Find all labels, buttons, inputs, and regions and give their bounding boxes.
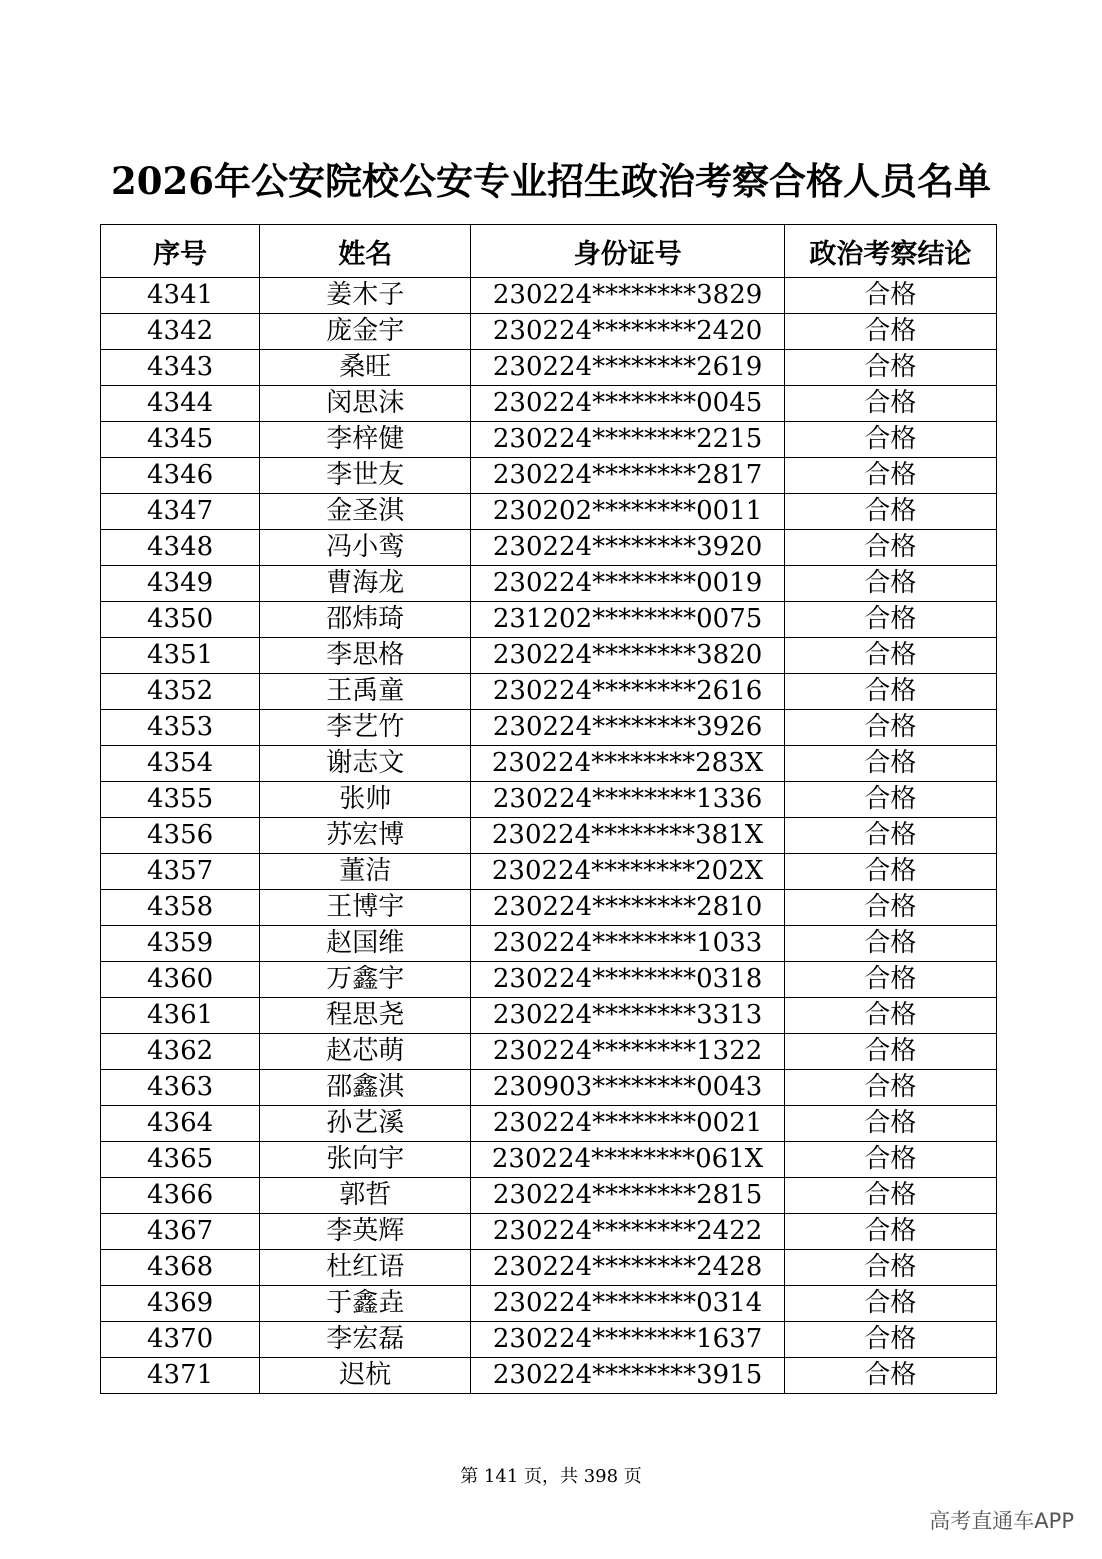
cell-seq: 4358 — [101, 890, 260, 926]
cell-name: 郭哲 — [260, 1178, 471, 1214]
cell-name: 赵芯萌 — [260, 1034, 471, 1070]
roster-table — [100, 224, 997, 1394]
cell-result: 合格 — [784, 458, 996, 494]
cell-id-number: 230224********2616 — [471, 674, 784, 710]
table-row — [101, 638, 997, 674]
cell-seq: 4357 — [101, 854, 260, 890]
cell-name: 王禹童 — [260, 674, 471, 710]
header-id: 身份证号 — [471, 225, 784, 278]
cell-result: 合格 — [784, 602, 996, 638]
table-row — [101, 1358, 997, 1394]
cell-id-number: 230224********3829 — [471, 278, 784, 314]
table-row — [101, 782, 997, 818]
table-row — [101, 1142, 997, 1178]
table-row — [101, 962, 997, 998]
cell-seq: 4353 — [101, 710, 260, 746]
cell-name: 万鑫宇 — [260, 962, 471, 998]
table-row — [101, 674, 997, 710]
cell-result: 合格 — [784, 962, 996, 998]
table-row — [101, 746, 997, 782]
cell-seq: 4347 — [101, 494, 260, 530]
cell-id-number: 230224********2810 — [471, 890, 784, 926]
cell-name: 李思格 — [260, 638, 471, 674]
cell-seq: 4367 — [101, 1214, 260, 1250]
cell-result: 合格 — [784, 890, 996, 926]
table-row — [101, 1106, 997, 1142]
cell-result: 合格 — [784, 1286, 996, 1322]
cell-id-number: 230224********0045 — [471, 386, 784, 422]
cell-name: 李艺竹 — [260, 710, 471, 746]
cell-id-number: 230903********0043 — [471, 1070, 784, 1106]
cell-id-number: 230224********0019 — [471, 566, 784, 602]
cell-seq: 4343 — [101, 350, 260, 386]
table-row — [101, 1214, 997, 1250]
cell-id-number: 230224********2422 — [471, 1214, 784, 1250]
cell-name: 王博宇 — [260, 890, 471, 926]
table-row — [101, 494, 997, 530]
cell-id-number: 230224********3313 — [471, 998, 784, 1034]
table-row — [101, 818, 997, 854]
cell-name: 庞金宇 — [260, 314, 471, 350]
cell-name: 冯小鸾 — [260, 530, 471, 566]
cell-name: 邵炜琦 — [260, 602, 471, 638]
cell-seq: 4351 — [101, 638, 260, 674]
table-row — [101, 926, 997, 962]
cell-name: 金圣淇 — [260, 494, 471, 530]
cell-seq: 4355 — [101, 782, 260, 818]
cell-id-number: 230224********061X — [471, 1142, 784, 1178]
cell-name: 董洁 — [260, 854, 471, 890]
cell-seq: 4364 — [101, 1106, 260, 1142]
cell-result: 合格 — [784, 566, 996, 602]
cell-name: 于鑫垚 — [260, 1286, 471, 1322]
cell-seq: 4362 — [101, 1034, 260, 1070]
cell-name: 李宏磊 — [260, 1322, 471, 1358]
cell-name: 谢志文 — [260, 746, 471, 782]
table-row — [101, 350, 997, 386]
table-row — [101, 1250, 997, 1286]
cell-result: 合格 — [784, 530, 996, 566]
cell-id-number: 230202********0011 — [471, 494, 784, 530]
cell-result: 合格 — [784, 638, 996, 674]
header-result: 政治考察结论 — [784, 225, 996, 278]
header-seq: 序号 — [101, 225, 260, 278]
cell-id-number: 230224********0021 — [471, 1106, 784, 1142]
table-row — [101, 890, 997, 926]
cell-id-number: 230224********202X — [471, 854, 784, 890]
cell-seq: 4369 — [101, 1286, 260, 1322]
table-row — [101, 314, 997, 350]
cell-seq: 4350 — [101, 602, 260, 638]
table-row — [101, 854, 997, 890]
table-row — [101, 1034, 997, 1070]
table-row — [101, 422, 997, 458]
cell-result: 合格 — [784, 710, 996, 746]
cell-seq: 4368 — [101, 1250, 260, 1286]
cell-name: 杜红语 — [260, 1250, 471, 1286]
cell-id-number: 230224********1336 — [471, 782, 784, 818]
cell-id-number: 230224********1322 — [471, 1034, 784, 1070]
cell-seq: 4348 — [101, 530, 260, 566]
cell-name: 姜木子 — [260, 278, 471, 314]
table-row — [101, 998, 997, 1034]
cell-result: 合格 — [784, 314, 996, 350]
table-header-row — [101, 225, 997, 278]
cell-result: 合格 — [784, 854, 996, 890]
cell-id-number: 230224********2420 — [471, 314, 784, 350]
cell-seq: 4356 — [101, 818, 260, 854]
cell-result: 合格 — [784, 926, 996, 962]
cell-name: 李梓健 — [260, 422, 471, 458]
cell-result: 合格 — [784, 998, 996, 1034]
cell-seq: 4346 — [101, 458, 260, 494]
cell-id-number: 231202********0075 — [471, 602, 784, 638]
cell-name: 李世友 — [260, 458, 471, 494]
cell-result: 合格 — [784, 494, 996, 530]
table-row — [101, 1322, 997, 1358]
cell-result: 合格 — [784, 1142, 996, 1178]
cell-seq: 4349 — [101, 566, 260, 602]
table-row — [101, 602, 997, 638]
cell-result: 合格 — [784, 1034, 996, 1070]
cell-result: 合格 — [784, 1106, 996, 1142]
watermark-text: 高考直通车APP — [929, 1509, 1074, 1533]
table-row — [101, 710, 997, 746]
cell-seq: 4354 — [101, 746, 260, 782]
cell-seq: 4345 — [101, 422, 260, 458]
page-number: 第 141 页，共 398 页 — [460, 1466, 642, 1487]
table-row — [101, 1286, 997, 1322]
cell-name: 曹海龙 — [260, 566, 471, 602]
table-row — [101, 1070, 997, 1106]
cell-name: 孙艺溪 — [260, 1106, 471, 1142]
cell-id-number: 230224********2619 — [471, 350, 784, 386]
cell-id-number: 230224********0314 — [471, 1286, 784, 1322]
table-row — [101, 278, 997, 314]
cell-id-number: 230224********2428 — [471, 1250, 784, 1286]
page-title: 2026年公安院校公安专业招生政治考察合格人员名单 — [111, 159, 991, 203]
cell-id-number: 230224********3920 — [471, 530, 784, 566]
cell-name: 闵思沫 — [260, 386, 471, 422]
cell-result: 合格 — [784, 818, 996, 854]
cell-seq: 4365 — [101, 1142, 260, 1178]
cell-name: 程思尧 — [260, 998, 471, 1034]
cell-result: 合格 — [784, 1214, 996, 1250]
header-name: 姓名 — [260, 225, 471, 278]
cell-result: 合格 — [784, 1178, 996, 1214]
table-body — [101, 278, 997, 1394]
cell-id-number: 230224********3915 — [471, 1358, 784, 1394]
cell-result: 合格 — [784, 674, 996, 710]
cell-name: 苏宏博 — [260, 818, 471, 854]
cell-seq: 4341 — [101, 278, 260, 314]
cell-id-number: 230224********3820 — [471, 638, 784, 674]
cell-result: 合格 — [784, 422, 996, 458]
cell-id-number: 230224********283X — [471, 746, 784, 782]
cell-seq: 4342 — [101, 314, 260, 350]
cell-name: 赵国维 — [260, 926, 471, 962]
cell-result: 合格 — [784, 1358, 996, 1394]
cell-result: 合格 — [784, 1070, 996, 1106]
cell-seq: 4370 — [101, 1322, 260, 1358]
cell-seq: 4371 — [101, 1358, 260, 1394]
cell-id-number: 230224********2817 — [471, 458, 784, 494]
table-row — [101, 1178, 997, 1214]
cell-result: 合格 — [784, 350, 996, 386]
cell-seq: 4366 — [101, 1178, 260, 1214]
cell-id-number: 230224********1637 — [471, 1322, 784, 1358]
cell-name: 李英辉 — [260, 1214, 471, 1250]
cell-id-number: 230224********2815 — [471, 1178, 784, 1214]
cell-name: 邵鑫淇 — [260, 1070, 471, 1106]
cell-name: 桑旺 — [260, 350, 471, 386]
cell-seq: 4363 — [101, 1070, 260, 1106]
table-row — [101, 566, 997, 602]
table-row — [101, 458, 997, 494]
cell-id-number: 230224********3926 — [471, 710, 784, 746]
cell-result: 合格 — [784, 782, 996, 818]
cell-id-number: 230224********381X — [471, 818, 784, 854]
cell-seq: 4360 — [101, 962, 260, 998]
table-row — [101, 386, 997, 422]
cell-result: 合格 — [784, 1322, 996, 1358]
cell-seq: 4344 — [101, 386, 260, 422]
cell-result: 合格 — [784, 1250, 996, 1286]
cell-id-number: 230224********0318 — [471, 962, 784, 998]
cell-result: 合格 — [784, 278, 996, 314]
cell-id-number: 230224********2215 — [471, 422, 784, 458]
cell-result: 合格 — [784, 746, 996, 782]
cell-seq: 4352 — [101, 674, 260, 710]
cell-result: 合格 — [784, 386, 996, 422]
cell-seq: 4361 — [101, 998, 260, 1034]
table-row — [101, 530, 997, 566]
cell-name: 张向宇 — [260, 1142, 471, 1178]
cell-name: 张帅 — [260, 782, 471, 818]
cell-seq: 4359 — [101, 926, 260, 962]
cell-id-number: 230224********1033 — [471, 926, 784, 962]
cell-name: 迟杭 — [260, 1358, 471, 1394]
